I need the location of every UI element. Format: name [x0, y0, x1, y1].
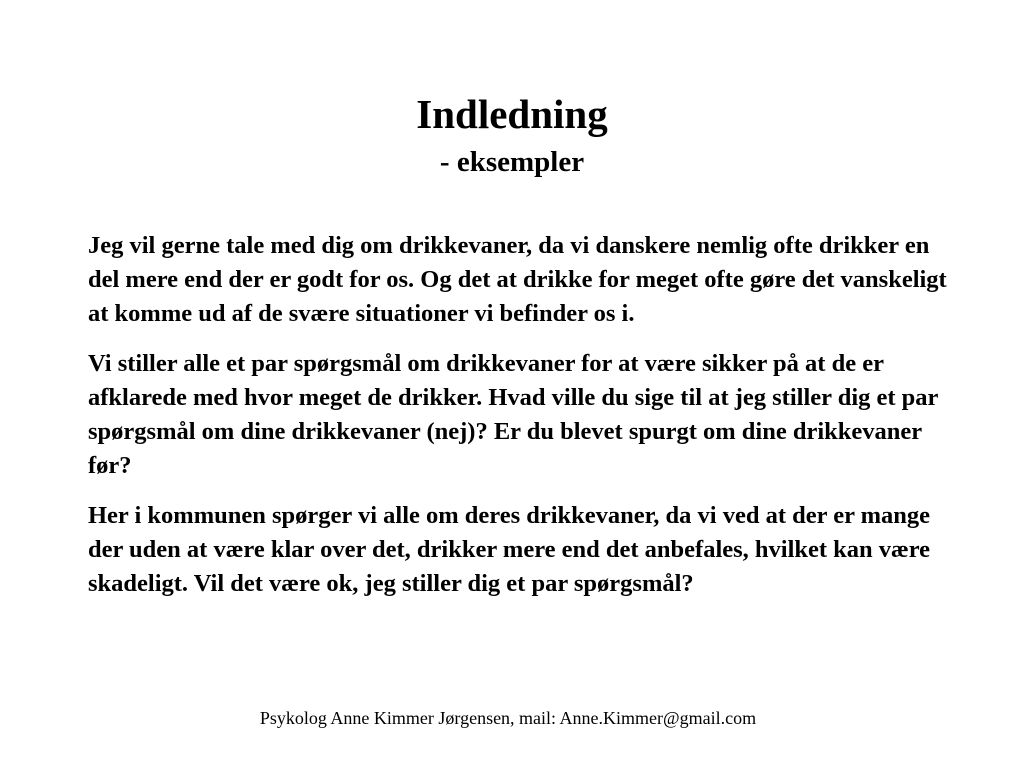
slide-body — [88, 229, 948, 617]
paragraph-intro: Jeg vil gerne tale med dig om drikkevaner, da vi danskere nemlig ofte drikker en del mere end der er godt for os. Og det at drikke for meget ofte gøre det vanskeligt at komme ud af de svære situationer vi befinder os i. — [88, 232, 947, 327]
slide-title: Indledning — [416, 91, 608, 137]
paragraph-questions: Vi stiller alle et par spørgsmål om drikkevaner for at være sikker på at de er afklarede med hvor meget de drikker. Hvad ville du sige til at jeg stiller dig et par spørgsmål om dine drikkevaner (nej)? Er du blevet spurgt om dine drikkevaner før? — [88, 350, 938, 479]
slide-subtitle: - eksempler — [439, 146, 585, 178]
paragraph-municipality: Her i kommunen spørger vi alle om deres drikkevaner, da vi ved at der er mange der uden at være klar over det, drikker mere end det anbefales, hvilket kan være skadeligt. Vil det være ok, jeg stiller dig et par spørgsmål? — [88, 502, 931, 597]
slide-footer: Psykolog Anne Kimmer Jørgensen, mail: Anne.Kimmer@gmail.com — [259, 708, 757, 728]
